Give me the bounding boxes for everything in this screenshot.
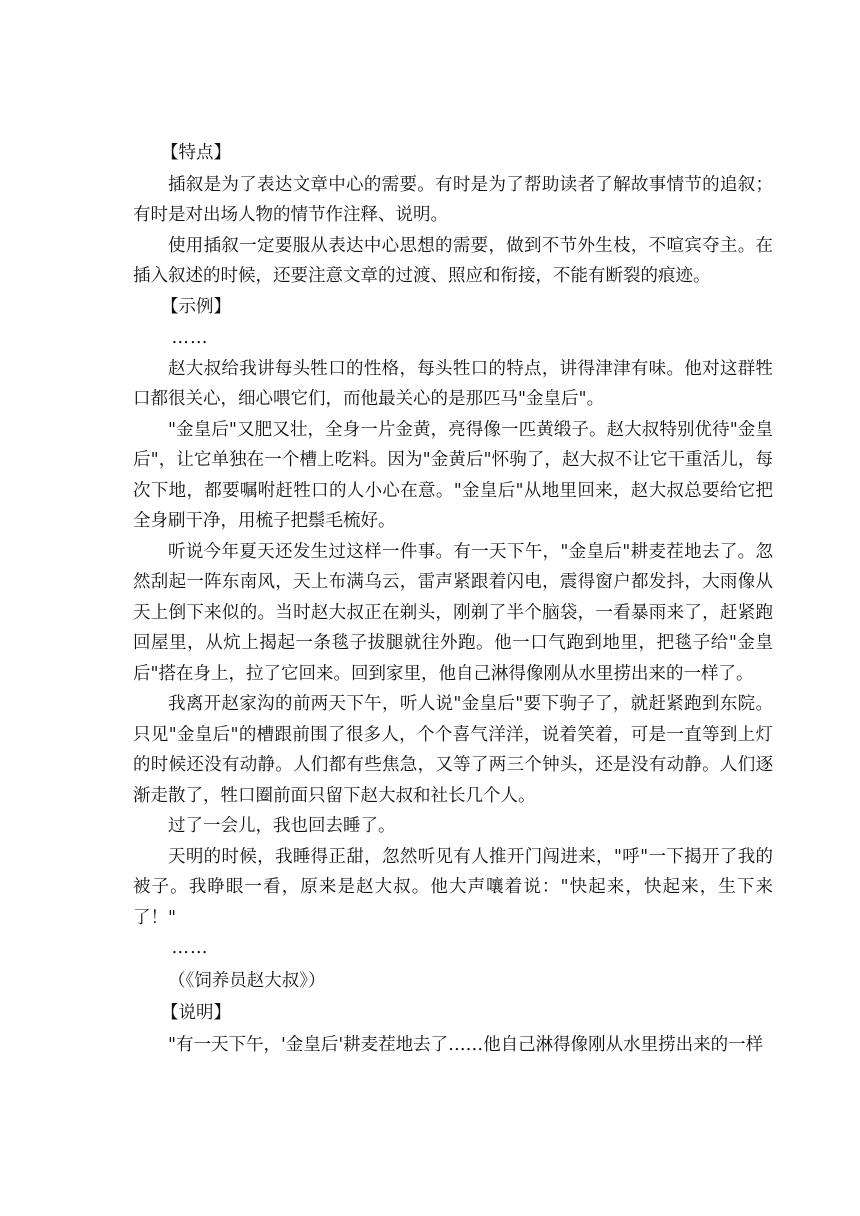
paragraph-example-1: 赵大叔给我讲每头牲口的性格，每头牲口的特点，讲得津津有味。他对这群牲口都很关心，细心喂它们，而他最关心的是那匹马"金皇后"。 (133, 358, 773, 409)
paragraph-features-1: 插叙是为了表达文章中心的需要。有时是为了帮助读者了解故事情节的追叙；有时是对出场人物的情节作注释、说明。 (133, 174, 773, 225)
ellipsis-end: …… (171, 938, 209, 958)
paragraph-example-5: 过了一会儿，我也回去睡了。 (168, 816, 396, 836)
heading-note: 【说明】 (161, 1003, 231, 1023)
document-body (133, 138, 773, 1060)
heading-features: 【特点】 (161, 143, 231, 163)
paragraph-note-1: "有一天下午，'金皇后'耕麦茬地去了……他自己淋得像刚从水里捞出来的一样 (168, 1034, 764, 1055)
paragraph-features-2: 使用插叙一定要服从表达中心思想的需要，做到不节外生枝，不喧宾夺主。在插入叙述的时候，还要注意文章的过渡、照应和衔接，不能有断裂的痕迹。 (133, 235, 773, 286)
paragraph-example-3: 听说今年夏天还发生过这样一件事。有一天下午，"金皇后"耕麦茬地去了。忽然刮起一阵东南风，天上布满乌云，雷声紧跟着闪电，震得窗户都发抖，大雨像从天上倒下来似的。当时赵大叔正在剃头，刚剃了半个脑袋，一看暴雨来了，赶紧跑回屋里，从炕上揭起一条毯子拔腿就往外跑。他一口气跑到地里，把毯子给"金皇后"搭在身上，拉了它回来。回到家里，他自己淋得像刚从水里捞出来的一样了。 (133, 541, 773, 684)
heading-example: 【示例】 (161, 296, 231, 317)
paragraph-example-2: "金皇后"又肥又壮，全身一片金黄，亮得像一匹黄缎子。赵大叔特别优待"金皇后"，让它单独在一个槽上吃料。因为"金黄后"怀驹了，赵大叔不让它干重活儿，每次下地，都要嘱咐赶牲口的人小心在意。"金皇后"从地里回来，赵大叔总要给它把全身刷干净，用梳子把鬃毛梳好。 (133, 419, 773, 531)
paragraph-example-6: 天明的时候，我睡得正甜，忽然听见有人推开门闯进来，"呼"一下揭开了我的被子。我睁眼一看，原来是赵大叔。他大声嚷着说："快起来，快起来，生下来了！" (133, 846, 773, 928)
paragraph-example-4: 我离开赵家沟的前两天下午，听人说"金皇后"要下驹子了，就赶紧跑到东院。只见"金皇后"的槽跟前围了很多人，个个喜气洋洋，说着笑着，可是一直等到上灯的时候还没有动静。人们都有些焦急，又等了两三个钟头，还是没有动静。人们逐渐走散了，牲口圈前面只留下赵大叔和社长几个人。 (133, 694, 773, 806)
source-citation: （《饲养员赵大叔》） (168, 970, 326, 991)
ellipsis-start: …… (171, 328, 209, 348)
